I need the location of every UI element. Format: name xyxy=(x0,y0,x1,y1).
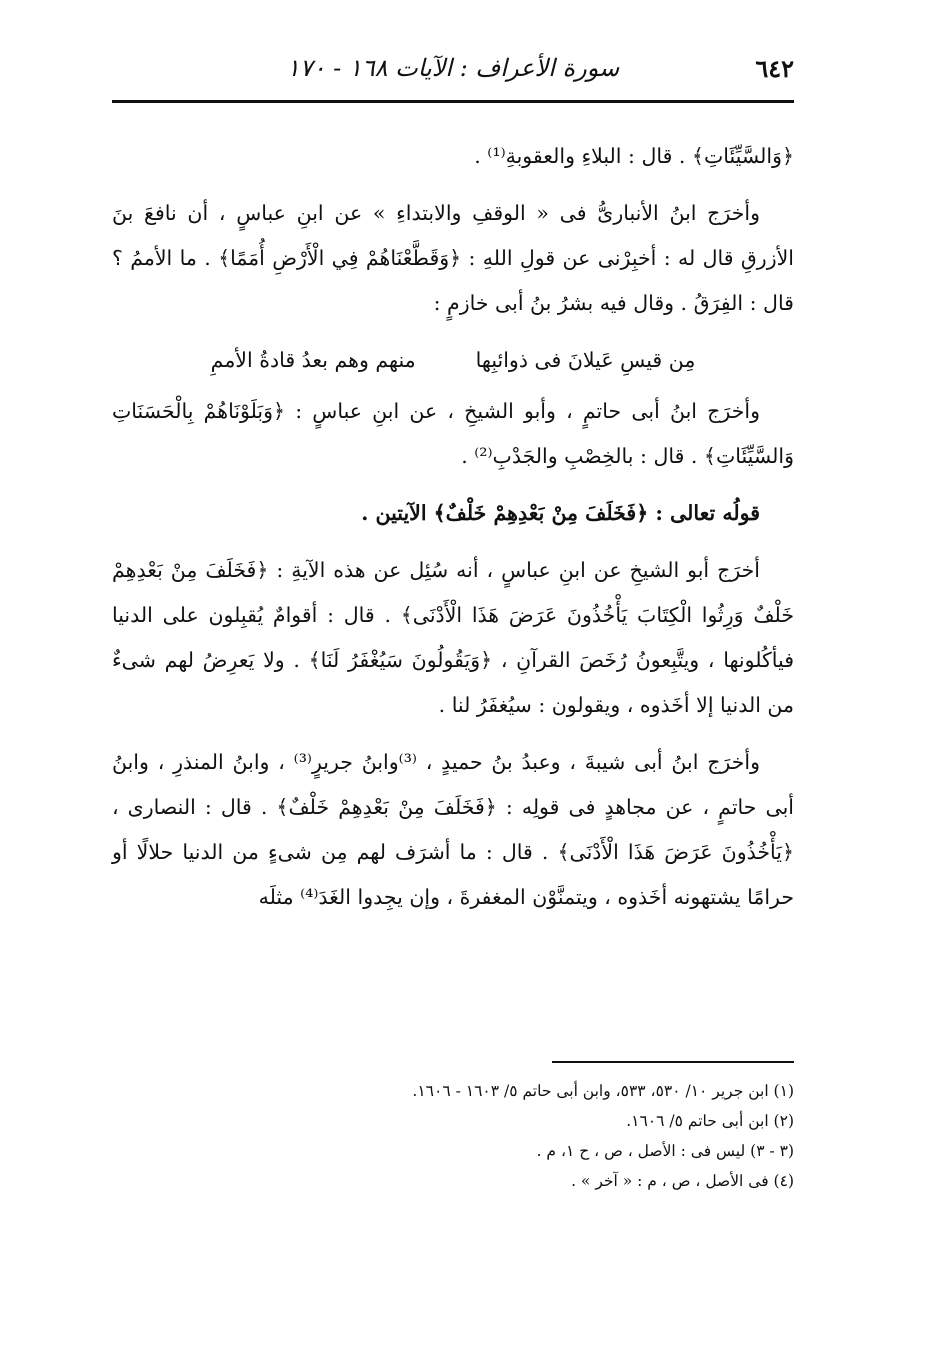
running-title: سورة الأعراف : الآيات ١٦٨ - ١٧٠ xyxy=(286,54,620,82)
page-header xyxy=(112,46,794,102)
footnote: (٤) فى الأصل ، ص ، م : « آخر » . xyxy=(571,1172,794,1190)
header-rule xyxy=(112,100,794,103)
paragraph: وأخرَج ابنُ أبى حاتمٍ ، وأبو الشيخِ ، عن ابنِ عباسٍ : ﴿وَبَلَوْنَاهُمْ بِالْحَسَنَاتِ وَالسَّيِّئَاتِ﴾ . قال : بالخِصْبِ والجَدْبِ⁽²⁾ . xyxy=(112,399,794,468)
footnote: (٣ - ٣) ليس فى : الأصل ، ص ، ح ١، م . xyxy=(536,1142,794,1160)
paragraph: ﴿وَالسَّيِّئَاتِ﴾ . قال : البلاءِ والعقوبةِ⁽¹⁾ . xyxy=(474,144,794,168)
page-number: ٦٤٢ xyxy=(755,54,794,83)
verse-hemistich-second: منهم وهم بعدُ قادةُ الأممِ xyxy=(210,348,416,372)
section-heading: قولُه تعالى : ﴿فَخَلَفَ مِنْ بَعْدِهِمْ خَلْفٌ﴾ الآيتين . xyxy=(361,501,760,525)
main-text xyxy=(112,134,794,932)
poetry-verse xyxy=(112,338,794,383)
footnote-rule xyxy=(552,1061,794,1063)
paragraph: وأخرَج ابنُ أبى شيبةَ ، وعبدُ بنُ حميدٍ ، ⁽³⁾وابنُ جريرٍ⁽³⁾ ، وابنُ المنذرِ ، وابنُ أبى حاتمٍ ، عن مجاهدٍ فى قولِه : ﴿فَخَلَفَ مِنْ بَعْدِهِمْ خَلْفٌ﴾ . قال : النصارى ، ﴿يَأْخُذُونَ عَرَضَ هَذَا الْأَدْنَى﴾ . قال : ما أشرَف لهم مِن شىءٍ من الدنيا حلالًا أو حرامًا يشتهونه أخَذوه ، ويتمنَّوْن المغفرةَ ، وإن يجِدوا الغَدَ⁽⁴⁾ مثلَه xyxy=(112,750,794,909)
paragraph: أخرَج أبو الشيخِ عن ابنِ عباسٍ ، أنه سُئِل عن هذه الآيةِ : ﴿فَخَلَفَ مِنْ بَعْدِهِمْ خَلْفٌ وَرِثُوا الْكِتَابَ يَأْخُذُونَ عَرَضَ هَذَا الْأَدْنَى﴾ . قال : أقوامٌ يُقبِلون على الدنيا فيأكُلونها ، ويتَّبِعونُ رُخَصَ القرآنِ ، ﴿وَيَقُولُونَ سَيُغْفَرُ لَنَا﴾ . ولا يَعرِضُ لهم شىءٌ من الدنيا إلا أخَذوه ، ويقولون : سيُغفَرُ لنا . xyxy=(112,558,794,717)
footnotes xyxy=(112,1076,794,1196)
verse-hemistich-first: مِن قيسِ عَيلانَ فى ذوائبِها xyxy=(475,348,696,372)
footnote: (٢) ابن أبى حاتم ٥/ ١٦٠٦. xyxy=(626,1112,794,1130)
paragraph: وأخرَج ابنُ الأنبارىُّ فى « الوقفِ والابتداءِ » عن ابنِ عباسٍ ، أن نافعَ بنَ الأزرقِ قال له : أخبِرْنى عن قولِ اللهِ : ﴿وَقَطَّعْنَاهُمْ فِي الْأَرْضِ أُمَمًا﴾ . ما الأممُ ؟ قال : الفِرَقُ . وقال فيه بشرُ بنُ أبى خازمٍ : xyxy=(112,201,794,315)
footnote: (١) ابن جرير ١٠/ ٥٣٠، ٥٣٣، وابن أبى حاتم ٥/ ١٦٠٣ - ١٦٠٦. xyxy=(412,1082,794,1100)
